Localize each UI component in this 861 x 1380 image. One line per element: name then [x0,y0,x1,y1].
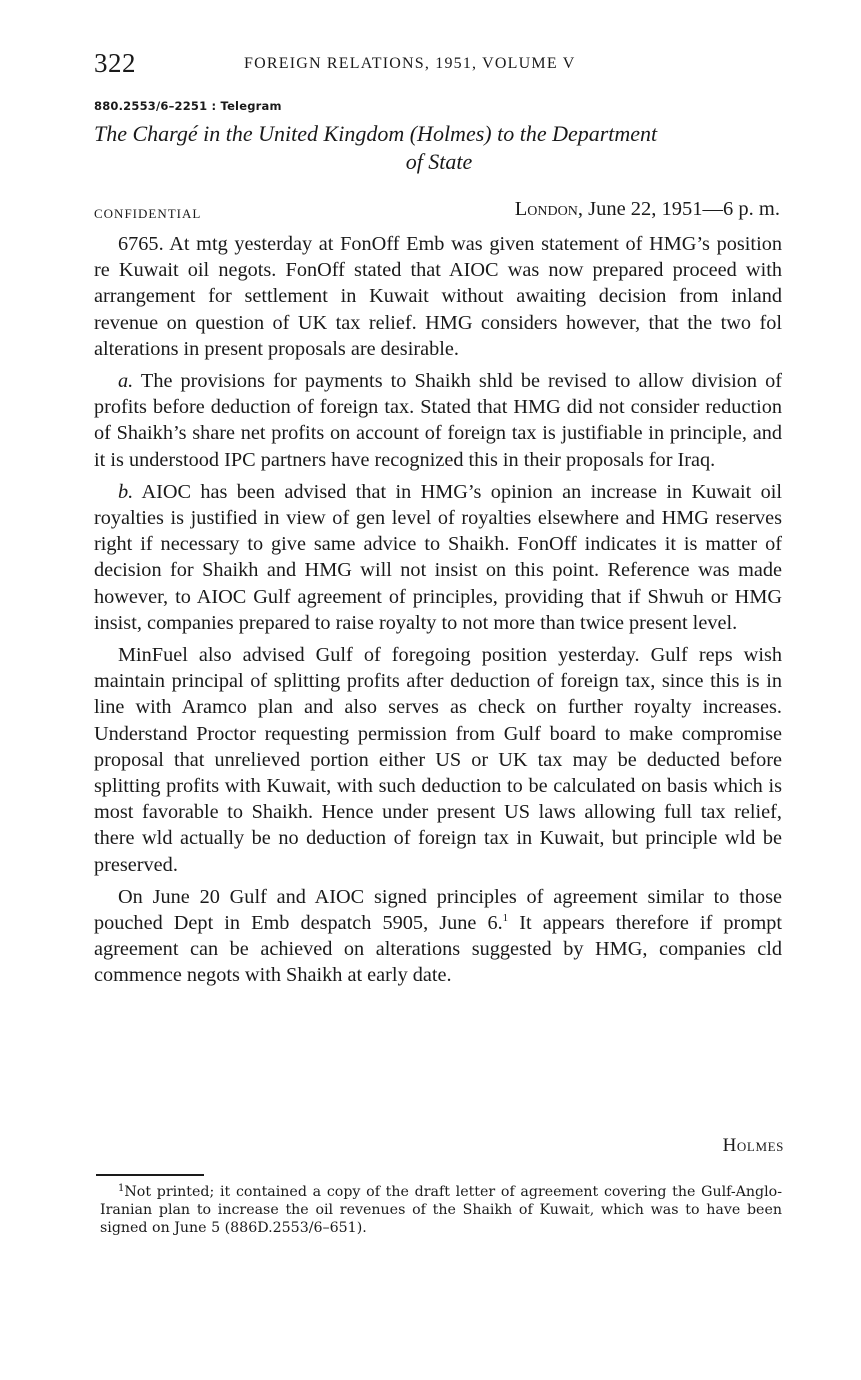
document-body [94,231,782,989]
footnote-divider [96,1174,204,1176]
classification: CONFIDENTIAL [94,206,202,221]
page-number: 322 [94,48,136,78]
footnote-marker: 1 [118,1183,125,1194]
classification-line [94,198,780,226]
paragraph-item-a [94,368,782,473]
footnote-text: Not printed; it contained a copy of the draft letter of agreement covering the Gulf-Anglo-Iranian plan to increase the oil revenues of the Shaikh of Kuwait, which was to have been signed on June 5 (886D.2553/6–651). [100,1184,782,1236]
file-reference: 880.2553/6–2251 : Telegram [94,99,282,113]
paragraph-item-b [94,479,782,636]
june-20-text-part-2: It appears therefore if prompt agreement can be achieved on alterations suggested by HMG, companies cld commence negots with Shaikh at early date. [94,912,782,987]
signature: Holmes [722,1135,784,1156]
page-header [94,48,784,82]
paragraph-minfuel: MinFuel also advised Gulf of foregoing position yesterday. Gulf reps wish maintain principal of splitting profits after deduction of foreign tax, since this is in line with Aramco plan and also serves as check on further royalty increases. Understand Proctor requesting permission from Gulf board to make compromise proposal that unrelieved portion either US or UK tax may be deducted before splitting profits with Kuwait, with such deduction to be calculated on basis which is most favorable to Shaikh. Hence under present US laws allowing full tax relief, there wld actually be no deduction of foreign tax in Kuwait, but principle wld be preserved. [94,644,782,876]
heading-line-2: of State [405,149,473,174]
paragraph-june-20 [94,884,782,989]
footnote-reference[interactable]: 1 [502,912,509,925]
item-b-label: b. [118,480,134,503]
place: London [514,198,578,220]
footnote [100,1180,782,1237]
document-heading [94,120,784,176]
item-a-label: a. [118,370,134,393]
date: , June 22, 1951—6 p. m. [577,198,780,220]
paragraph-opening: 6765. At mtg yesterday at FonOff Emb was given statement of HMG’s position re Kuwait oil negots. FonOff stated that AIOC was now prepared proceed with arrangement for settlement in Kuwait without awaiting decision from inland revenue on question of UK tax relief. HMG considers however, that the two fol alterations in present proposals are desirable. [94,233,782,360]
running-title: FOREIGN RELATIONS, 1951, VOLUME V [244,55,576,72]
heading-line-1: The Chargé in the United Kingdom (Holmes) to the Department [94,121,658,146]
place-date [515,198,780,221]
june-20-text-part-1: On June 20 Gulf and AIOC signed principles of agreement similar to those pouched Dept in Emb despatch 5905, June 6. [94,885,782,935]
item-a-text: The provisions for payments to Shaikh shld be revised to allow division of profits before deduction of foreign tax. Stated that HMG did not consider reduction of Shaikh’s share net profits on account of foreign tax is justifiable in principle, and it is understood IPC partners have recognized this in their proposals for Iraq. [94,370,782,471]
item-b-text: AIOC has been advised that in HMG’s opinion an increase in Kuwait oil royalties is justified in view of gen level of royalties elsewhere and HMG reserves right if necessary to give same advice to Shaikh. FonOff indicates it is matter of decision for Shaikh and HMG will not insist on this point. Reference was made however, to AIOC Gulf agreement of principles, providing that if Shwuh or HMG insist, companies prepared to raise royalty to not more than twice present level. [94,480,782,634]
